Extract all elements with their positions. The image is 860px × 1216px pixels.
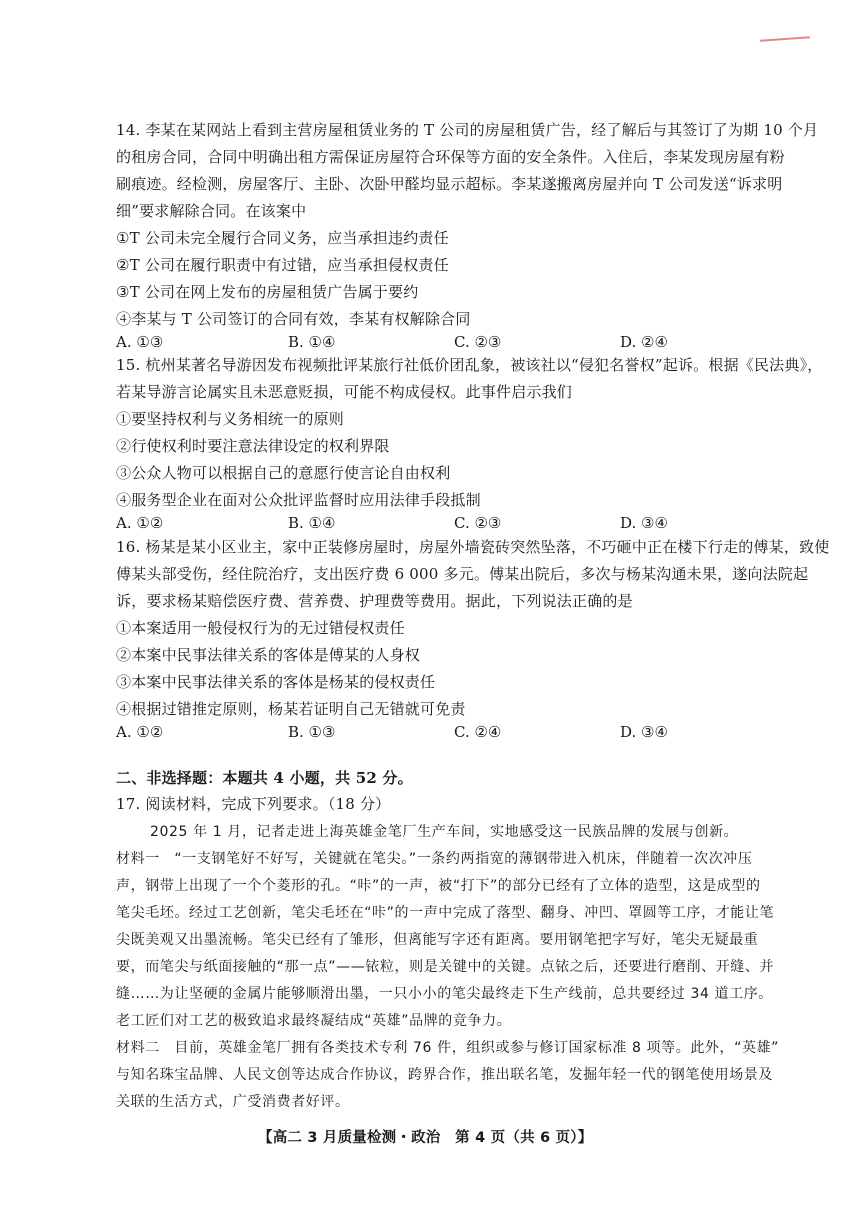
q14-stem-line-2: 的租房合同，合同中明确出租方需保证房屋符合环保等方面的安全条件。入住后，李某发现房屋有粉 <box>116 148 785 166</box>
corner-ink-mark <box>760 36 810 47</box>
q14-stem-line-3: 刷痕迹。经检测，房屋客厅、主卧、次卧甲醛均显示超标。李某遂搬离房屋并向 T 公司发送“诉求明 <box>116 175 783 193</box>
q16-option-d: D. ③④ <box>620 723 668 741</box>
q16-stem-line-2: 傅某头部受伤，经住院治疗，支出医疗费 6 000 多元。傅某出院后，多次与杨某沟通未果，遂向法院起 <box>116 565 809 583</box>
q17-material-2-line-3: 关联的生活方式，广受消费者好评。 <box>116 1094 350 1110</box>
q16-item-3: ③本案中民事法律关系的客体是杨某的侵权责任 <box>116 673 436 691</box>
q14-option-b: B. ①④ <box>288 333 336 351</box>
q16-option-c: C. ②④ <box>454 723 502 741</box>
q14-stem-line-4: 细”要求解除合同。在该案中 <box>116 202 307 220</box>
q16-item-2: ②本案中民事法律关系的客体是傅某的人身权 <box>116 646 421 664</box>
q17-material-1-line-3: 笔尖毛坯。经过工艺创新，笔尖毛坯在“咔”的一声中完成了落型、翻身、冲凹、罩圆等工序，才能让笔 <box>116 905 775 921</box>
q17-material-1-line-1: 材料一 “一支钢笔好不好写，关键就在笔尖。”一条约两指宽的薄钢带进入机床，伴随着一次次冲压 <box>116 851 753 867</box>
q15-item-1: ①要坚持权利与义务相统一的原则 <box>116 410 345 428</box>
q14-stem-line-1: 14. 李某在某网站上看到主营房屋租赁业务的 T 公司的房屋租赁广告，经了解后与其签订了为期 10 个月 <box>116 121 819 139</box>
q16-option-a: A. ①② <box>116 723 164 741</box>
page-footer: 【高二 3 月质量检测・政治 第 4 页（共 6 页）】 <box>258 1130 593 1146</box>
q15-stem-line-1: 15. 杭州某著名导游因发布视频批评某旅行社低价团乱象，被该社以“侵犯名誉权”起诉。根据《民法典》， <box>116 356 823 374</box>
q15-item-2: ②行使权利时要注意法律设定的权利界限 <box>116 437 390 455</box>
section-2-title: 二、非选择题：本题共 4 小题，共 52 分。 <box>116 769 413 787</box>
q14-item-3: ③T 公司在网上发布的房屋租赁广告属于要约 <box>116 283 419 301</box>
q15-item-4: ④服务型企业在面对公众批评监督时应用法律手段抵制 <box>116 491 481 509</box>
q14-item-2: ②T 公司在履行职责中有过错，应当承担侵权责任 <box>116 256 449 274</box>
q17-material-2-line-2: 与知名珠宝品牌、人民文创等达成合作协议，跨界合作，推出联名笔，发掘年轻一代的钢笔使用场景及 <box>116 1067 773 1083</box>
q15-item-3: ③公众人物可以根据自己的意愿行使言论自由权利 <box>116 464 451 482</box>
q15-option-a: A. ①② <box>116 514 164 532</box>
q17-material-1-line-4: 尖既美观又出墨流畅。笔尖已经有了雏形，但离能写字还有距离。要用钢笔把字写好，笔尖无疑最重 <box>116 932 759 948</box>
q14-option-d: D. ②④ <box>620 333 668 351</box>
q15-stem-line-2: 若某导游言论属实且未恶意贬损，可能不构成侵权。此事件启示我们 <box>116 383 573 401</box>
q16-item-1: ①本案适用一般侵权行为的无过错侵权责任 <box>116 619 405 637</box>
q17-material-1-line-5: 要，而笔尖与纸面接触的“那一点”——铱粒，则是关键中的关键。点铱之后，还要进行磨削、开缝、并 <box>116 959 775 975</box>
q14-option-a: A. ①③ <box>116 333 164 351</box>
q17-material-1-line-6: 缝……为让坚硬的金属片能够顺滑出墨，一只小小的笔尖最终走下生产线前，总共要经过 34 道工序。 <box>116 986 773 1002</box>
q17-material-1-line-2: 声，钢带上出现了一个个菱形的孔。“咔”的一声，被“打下”的部分已经有了立体的造型，这是成型的 <box>116 878 761 894</box>
q15-option-d: D. ③④ <box>620 514 668 532</box>
q14-item-1: ①T 公司未完全履行合同义务，应当承担违约责任 <box>116 229 449 247</box>
q17-stem: 17. 阅读材料，完成下列要求。（18 分） <box>116 795 391 813</box>
q16-option-b: B. ①③ <box>288 723 336 741</box>
q17-material-1-line-7: 老工匠们对工艺的极致追求最终凝结成“英雄”品牌的竞争力。 <box>116 1013 512 1029</box>
q16-item-4: ④根据过错推定原则，杨某若证明自己无错就可免责 <box>116 700 466 718</box>
q15-option-c: C. ②③ <box>454 514 502 532</box>
q15-option-b: B. ①④ <box>288 514 336 532</box>
q16-stem-line-1: 16. 杨某是某小区业主，家中正装修房屋时，房屋外墙瓷砖突然坠落，不巧砸中正在楼下行走的傅某，致使 <box>116 538 830 556</box>
q14-option-c: C. ②③ <box>454 333 502 351</box>
q14-item-4: ④李某与 T 公司签订的合同有效，李某有权解除合同 <box>116 310 471 328</box>
q17-material-2-line-1: 材料二 目前，英雄金笔厂拥有各类技术专利 76 件，组织或参与修订国家标准 8 项等。此外，“英雄” <box>116 1040 780 1056</box>
q16-stem-line-3: 诉，要求杨某赔偿医疗费、营养费、护理费等费用。据此，下列说法正确的是 <box>116 592 633 610</box>
q17-intro: 2025 年 1 月，记者走进上海英雄金笔厂生产车间，实地感受这一民族品牌的发展与创新。 <box>150 824 739 840</box>
